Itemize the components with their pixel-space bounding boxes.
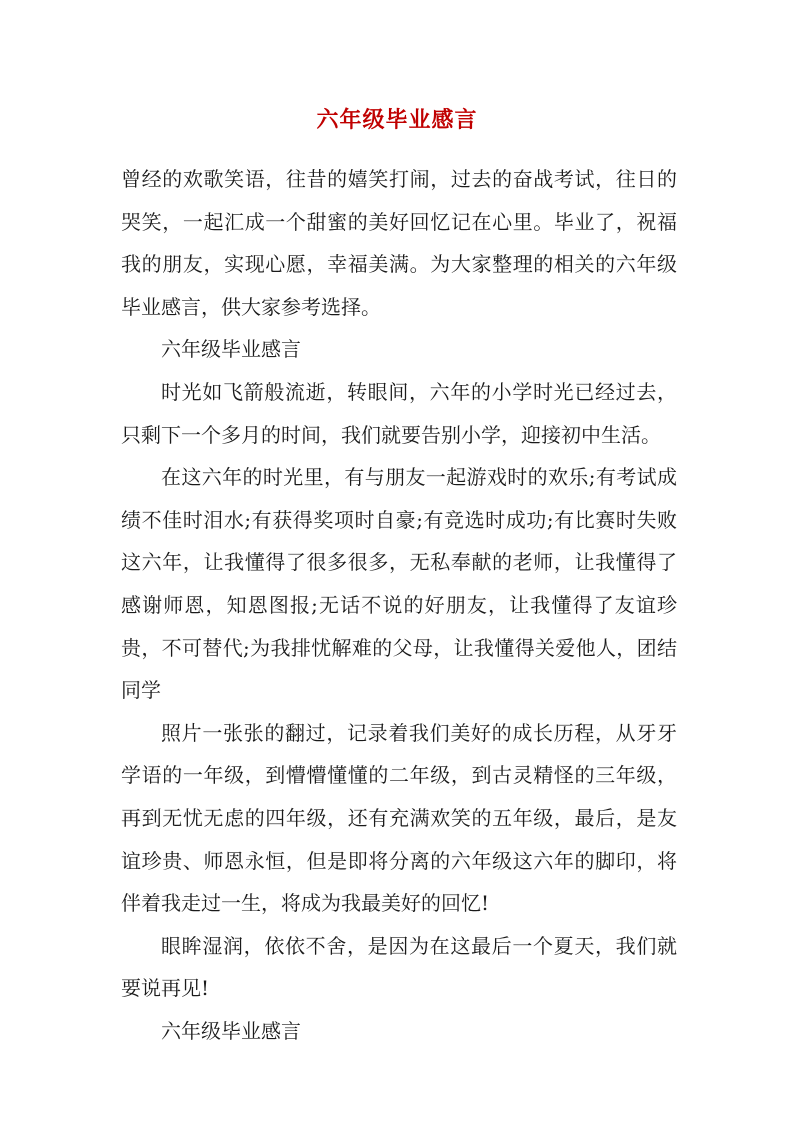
document-body	[121, 158, 677, 1052]
paragraph: 时光如飞箭般流逝，转眼间，六年的小学时光已经过去，只剩下一个多月的时间，我们就要告别小学，迎接初中生活。	[121, 379, 677, 447]
document-title: 六年级毕业感言	[316, 107, 478, 133]
paragraph: 眼眸湿润，依依不舍，是因为在这最后一个夏天，我们就要说再见!	[121, 933, 677, 1001]
paragraph-intro: 曾经的欢歌笑语，往昔的嬉笑打闹，过去的奋战考试，往日的哭笑，一起汇成一个甜蜜的美好回忆记在心里。毕业了，祝福我的朋友，实现心愿，幸福美满。为大家整理的相关的六年级毕业感言，供大家参考选择。	[121, 167, 677, 319]
paragraph: 照片一张张的翻过，记录着我们美好的成长历程，从牙牙学语的一年级，到懵懵懂懂的二年级，到古灵精怪的三年级，再到无忧无虑的四年级，还有充满欢笑的五年级，最后，是友谊珍贵、师恩永恒，但是即将分离的六年级这六年的脚印，将伴着我走过一生，将成为我最美好的回忆!	[121, 720, 677, 916]
paragraph-subheading: 六年级毕业感言	[161, 1018, 301, 1043]
paragraph: 在这六年的时光里，有与朋友一起游戏时的欢乐;有考试成绩不佳时泪水;有获得奖项时自豪;有竞选时成功;有比赛时失败这六年，让我懂得了很多很多，无私奉献的老师，让我懂得了感谢师恩，知恩图报;无话不说的好朋友，让我懂得了友谊珍贵，不可替代;为我排忧解难的父母，让我懂得关爱他人，团结同学	[121, 465, 677, 703]
paragraph-subheading: 六年级毕业感言	[161, 337, 301, 362]
